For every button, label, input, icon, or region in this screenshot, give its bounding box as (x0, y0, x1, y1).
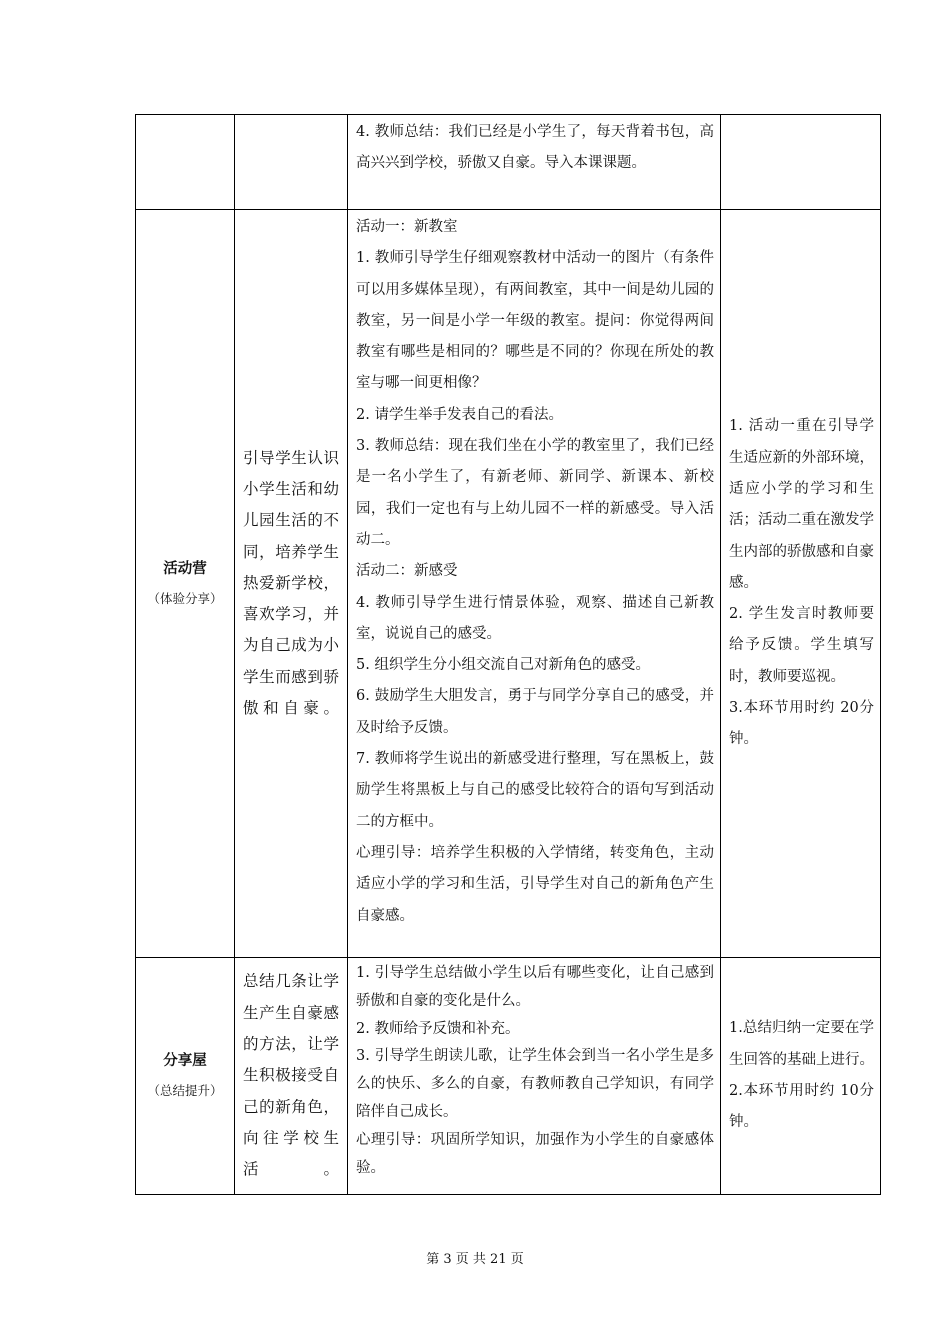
process-paragraph: 心理引导：培养学生积极的入学情绪，转变角色，主动适应小学的学习和生活，引导学生对自己的新角色产生自豪感。 (356, 844, 714, 924)
note-paragraph: 1. 活动一重在引导学生适应新的外部环境，适应小学的学习和生活；活动二重在激发学生内部的骄傲感和自豪感。 (729, 418, 874, 591)
goal-text: 总结几条让学生产生自豪感的方法，让学生积极接受自己的新角色，向往学校生活。 (243, 972, 339, 1179)
process-paragraph: 4. 教师总结：我们已经是小学生了，每天背着书包，高高兴兴到学校，骄傲又自豪。导入本课课题。 (356, 124, 714, 172)
table-row (136, 958, 881, 1195)
goal-text: 引导学生认识小学生活和幼儿园生活的不同，培养学生热爱新学校，喜欢学习，并为自己成为小学生而感到骄傲和自豪。 (243, 448, 339, 718)
process-paragraph: 3. 引导学生朗读儿歌，让学生体会到当一名小学生是多么的快乐、多么的自豪，有教师教自己学知识，有同学陪伴自己成长。 (356, 1048, 714, 1120)
page-footer: 第 3 页 共 21 页 (426, 1252, 524, 1267)
process-paragraph: 心理引导：巩固所学知识，加强作为小学生的自豪感体验。 (356, 1131, 714, 1176)
process-paragraph: 4. 教师引导学生进行情景体验，观察、描述自己新教室，说说自己的感受。 (356, 594, 714, 642)
process-paragraph: 活动二：新感受 (356, 563, 458, 580)
table-row (136, 210, 881, 958)
stage-cell (136, 115, 235, 210)
process-cell (348, 958, 721, 1195)
notes-cell (721, 210, 881, 958)
process-paragraph: 6. 鼓励学生大胆发言，勇于与同学分享自己的感受，并及时给予反馈。 (356, 688, 714, 736)
note-paragraph: 2.本环节用时约 10分钟。 (729, 1083, 874, 1131)
process-paragraph: 5. 组织学生分小组交流自己对新角色的感受。 (356, 657, 650, 674)
lesson-plan-table (135, 114, 881, 1195)
stage-subtitle: （总结提升） (147, 1083, 223, 1098)
process-paragraph: 活动一：新教室 (356, 219, 458, 235)
notes-cell (721, 115, 881, 210)
note-paragraph: 1.总结归纳一定要在学生回答的基础上进行。 (729, 1020, 874, 1068)
note-paragraph: 2. 学生发言时教师要给予反馈。学生填写时，教师要巡视。 (729, 606, 874, 685)
process-paragraph: 2. 请学生举手发表自己的看法。 (356, 406, 563, 423)
process-cell (348, 210, 721, 958)
stage-title: 分享屋 (163, 1053, 207, 1069)
process-paragraph: 7. 教师将学生说出的新感受进行整理，写在黑板上，鼓励学生将黑板上与自己的感受比较符合的语句写到活动二的方框中。 (356, 751, 714, 830)
goal-cell (235, 115, 348, 210)
goal-cell (235, 210, 348, 958)
table-row (136, 115, 881, 210)
process-paragraph: 2. 教师给予反馈和补充。 (356, 1020, 520, 1037)
stage-subtitle: （体验分享） (147, 590, 223, 606)
stage-cell (136, 210, 235, 958)
process-paragraph: 1. 引导学生总结做小学生以后有哪些变化，让自己感到骄傲和自豪的变化是什么。 (356, 965, 714, 1009)
stage-title: 活动营 (163, 560, 207, 577)
stage-cell (136, 958, 235, 1195)
process-paragraph: 3. 教师总结：现在我们坐在小学的教室里了，我们已经是一名小学生了，有新老师、新同学、新课本、新校园，我们一定也有与上幼儿园不一样的新感受。导入活动二。 (356, 438, 714, 548)
process-paragraph: 1. 教师引导学生仔细观察教材中活动一的图片（有条件可以用多媒体呈现），有两间教室，其中一间是幼儿园的教室，另一间是小学一年级的教室。提问：你觉得两间教室有哪些是相同的？哪些是不同的？你现在所处的教室与哪一间更相像？ (356, 250, 714, 392)
notes-cell (721, 958, 881, 1195)
process-cell (348, 115, 721, 210)
note-paragraph: 3.本环节用时约 20分钟。 (729, 700, 874, 748)
goal-cell (235, 958, 348, 1195)
